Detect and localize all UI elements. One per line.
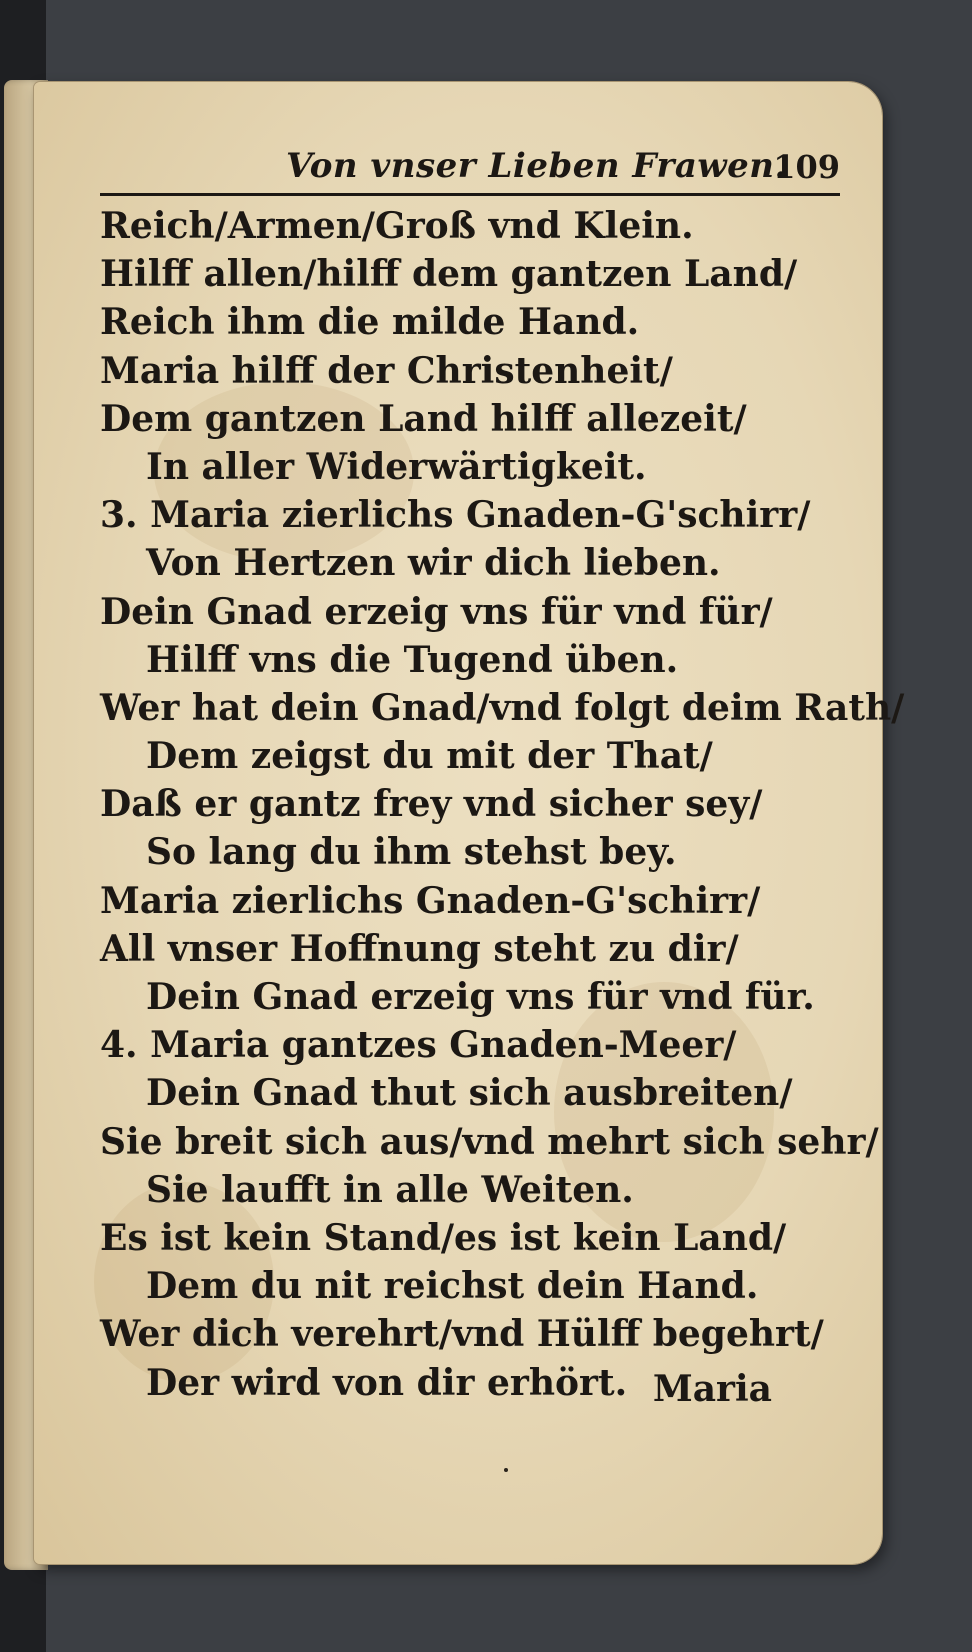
verse-text (100, 202, 905, 1407)
verse-line: Von Hertzen wir dich lieben. (146, 542, 721, 585)
verse-line: Reich ihm die milde Hand. (100, 301, 640, 344)
page-header (100, 142, 840, 188)
verse-line: Daß er gantz frey vnd sicher sey/ (100, 783, 763, 826)
catchword: Maria (652, 1368, 772, 1410)
verse-line: 3. Maria zierlichs Gnaden-G'schirr/ (100, 494, 811, 537)
verse-line: In aller Widerwärtigkeit. (146, 445, 647, 488)
verse-line: Maria zierlichs Gnaden-G'schirr/ (100, 879, 761, 922)
header-rule (100, 193, 840, 196)
verse-line: Sie laufft in alle Weiten. (146, 1168, 634, 1211)
verse-line: So lang du ihm stehst bey. (146, 831, 677, 874)
verse-line: Hilff allen/hilff dem gantzen Land/ (100, 253, 798, 296)
running-title: Von vnser Lieben Frawen. (286, 146, 787, 186)
verse-line: Wer hat dein Gnad/vnd folgt deim Rath/ (100, 686, 905, 729)
verse-line: Dem gantzen Land hilff allezeit/ (100, 397, 747, 440)
verse-line: Maria hilff der Christenheit/ (100, 349, 673, 392)
verse-line: All vnser Hoffnung steht zu dir/ (100, 927, 739, 970)
verse-line: Der wird von dir erhört. (146, 1361, 628, 1404)
verse-line: Dem du nit reichst dein Hand. (146, 1265, 759, 1308)
verse-line: Sie breit sich aus/vnd mehrt sich sehr/ (100, 1120, 879, 1163)
verse-line: Hilff vns die Tugend üben. (146, 638, 679, 681)
verse-line: 4. Maria gantzes Gnaden-Meer/ (100, 1024, 737, 1067)
verse-line: Reich/Armen/Groß vnd Klein. (100, 205, 694, 247)
verse-line: Dein Gnad erzeig vns für vnd für/ (100, 590, 773, 633)
verse-line: Dem zeigst du mit der That/ (146, 735, 713, 778)
verse-line: Es ist kein Stand/es ist kein Land/ (100, 1216, 787, 1259)
book-page (34, 82, 905, 1564)
verse-line: Dein Gnad erzeig vns für vnd für. (146, 976, 815, 1018)
page-number: 109 (773, 148, 840, 186)
verse-line: Wer dich verehrt/vnd Hülff begehrt/ (100, 1313, 824, 1356)
printer-mark (504, 1468, 508, 1472)
verse-line: Dein Gnad thut sich ausbreiten/ (146, 1072, 793, 1115)
